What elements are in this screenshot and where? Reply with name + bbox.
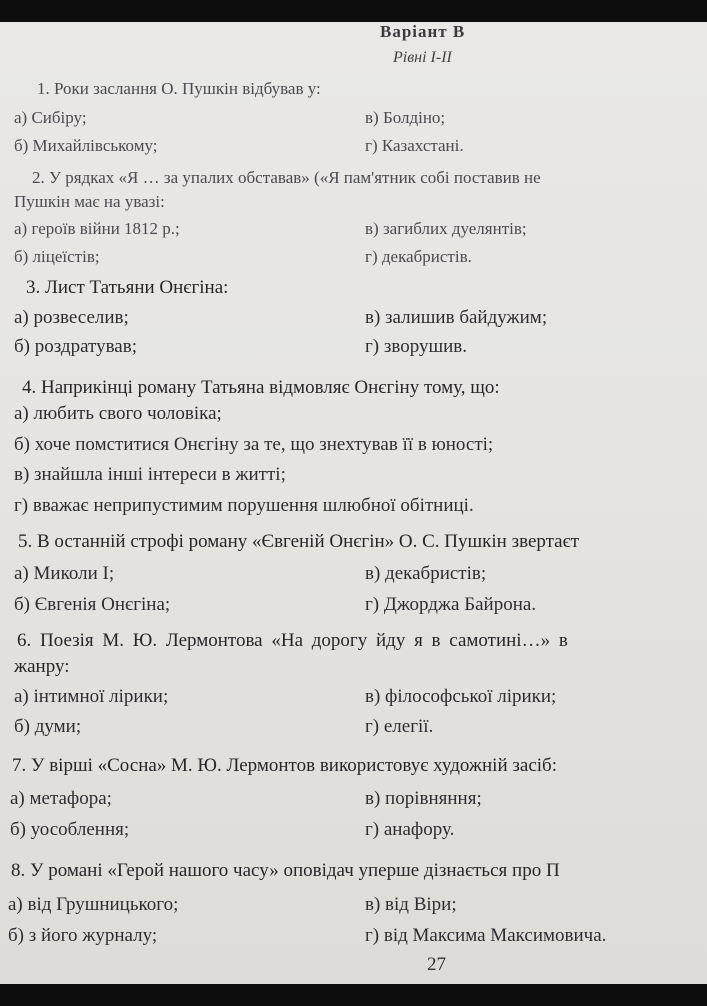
q7-option-a: а) метафора; bbox=[10, 788, 112, 809]
q1-option-a: а) Сибіру; bbox=[14, 108, 87, 127]
q7-option-v: в) порівняння; bbox=[365, 788, 482, 809]
q4-option-a: а) любить свого чоловіка; bbox=[14, 403, 222, 424]
q4-option-v: в) знайшла інші інтереси в житті; bbox=[14, 464, 286, 485]
q5-option-a: а) Миколи І; bbox=[14, 563, 115, 584]
q6-option-a: а) інтимної лірики; bbox=[14, 686, 169, 707]
level-subheading: Рівні I-II bbox=[393, 49, 452, 66]
q6-option-g: г) елегії. bbox=[365, 716, 434, 737]
question-2: 2. У рядках «Я … за упалих обставав» («Я пам'ятник собі поставив не bbox=[32, 168, 541, 187]
q2-option-v: в) загиблих дуелянтів; bbox=[365, 219, 527, 238]
q8-option-g: г) від Максима Максимовича. bbox=[365, 925, 607, 946]
q5-option-g: г) Джорджа Байрона. bbox=[365, 594, 537, 615]
q4-option-b: б) хоче помститися Онєгіну за те, що знехтував її в юності; bbox=[14, 434, 494, 455]
q7-option-b: б) уособлення; bbox=[10, 819, 130, 840]
q6-option-b: б) думи; bbox=[14, 716, 82, 737]
q1-option-g: г) Казахстані. bbox=[365, 136, 464, 155]
q5-option-v: в) декабристів; bbox=[365, 563, 487, 584]
question-6-continued: жанру: bbox=[14, 656, 70, 677]
q3-option-b: б) роздратував; bbox=[14, 336, 137, 357]
q8-option-v: в) від Віри; bbox=[365, 894, 457, 915]
question-7: 7. У вірші «Сосна» М. Ю. Лермонтов використовує художній засіб: bbox=[12, 755, 557, 776]
question-4: 4. Наприкінці роману Татьяна відмовляє Онєгіну тому, що: bbox=[22, 377, 500, 398]
q1-option-b: б) Михайлівському; bbox=[14, 136, 158, 155]
q2-option-g: г) декабристів. bbox=[365, 247, 472, 266]
variant-heading: Варіант В bbox=[380, 22, 466, 41]
question-5: 5. В останній строфі роману «Євгеній Онєгін» О. С. Пушкін звертаєт bbox=[18, 531, 580, 552]
q2-option-b: б) ліцеїстів; bbox=[14, 247, 100, 266]
q3-option-v: в) залишив байдужим; bbox=[365, 307, 548, 328]
question-6: 6. Поезія М. Ю. Лермонтова «На дорогу йду я в самотині…» в bbox=[17, 630, 568, 651]
question-2-continued: Пушкін має на увазі: bbox=[14, 192, 165, 211]
q4-option-g: г) вважає неприпустимим порушення шлюбної обітниці. bbox=[14, 495, 474, 516]
q5-option-b: б) Євгенія Онєгіна; bbox=[14, 594, 171, 615]
q3-option-g: г) зворушив. bbox=[365, 336, 467, 357]
question-3: 3. Лист Татьяни Онєгіна: bbox=[26, 277, 229, 298]
q6-option-v: в) філософської лірики; bbox=[365, 686, 557, 707]
q3-option-a: а) розвеселив; bbox=[14, 307, 129, 328]
q1-option-v: в) Болдіно; bbox=[365, 108, 446, 127]
page-number: 27 bbox=[427, 954, 446, 975]
q8-option-b: б) з його журналу; bbox=[8, 925, 158, 946]
q7-option-g: г) анафору. bbox=[365, 819, 455, 840]
q8-option-a: а) від Грушницького; bbox=[8, 894, 179, 915]
question-1: 1. Роки заслання О. Пушкін відбував у: bbox=[37, 79, 321, 98]
worksheet-page bbox=[0, 22, 707, 984]
q2-option-a: а) героїв війни 1812 р.; bbox=[14, 219, 180, 238]
question-8: 8. У романі «Герой нашого часу» оповідач уперше дізнається про П bbox=[11, 860, 560, 881]
